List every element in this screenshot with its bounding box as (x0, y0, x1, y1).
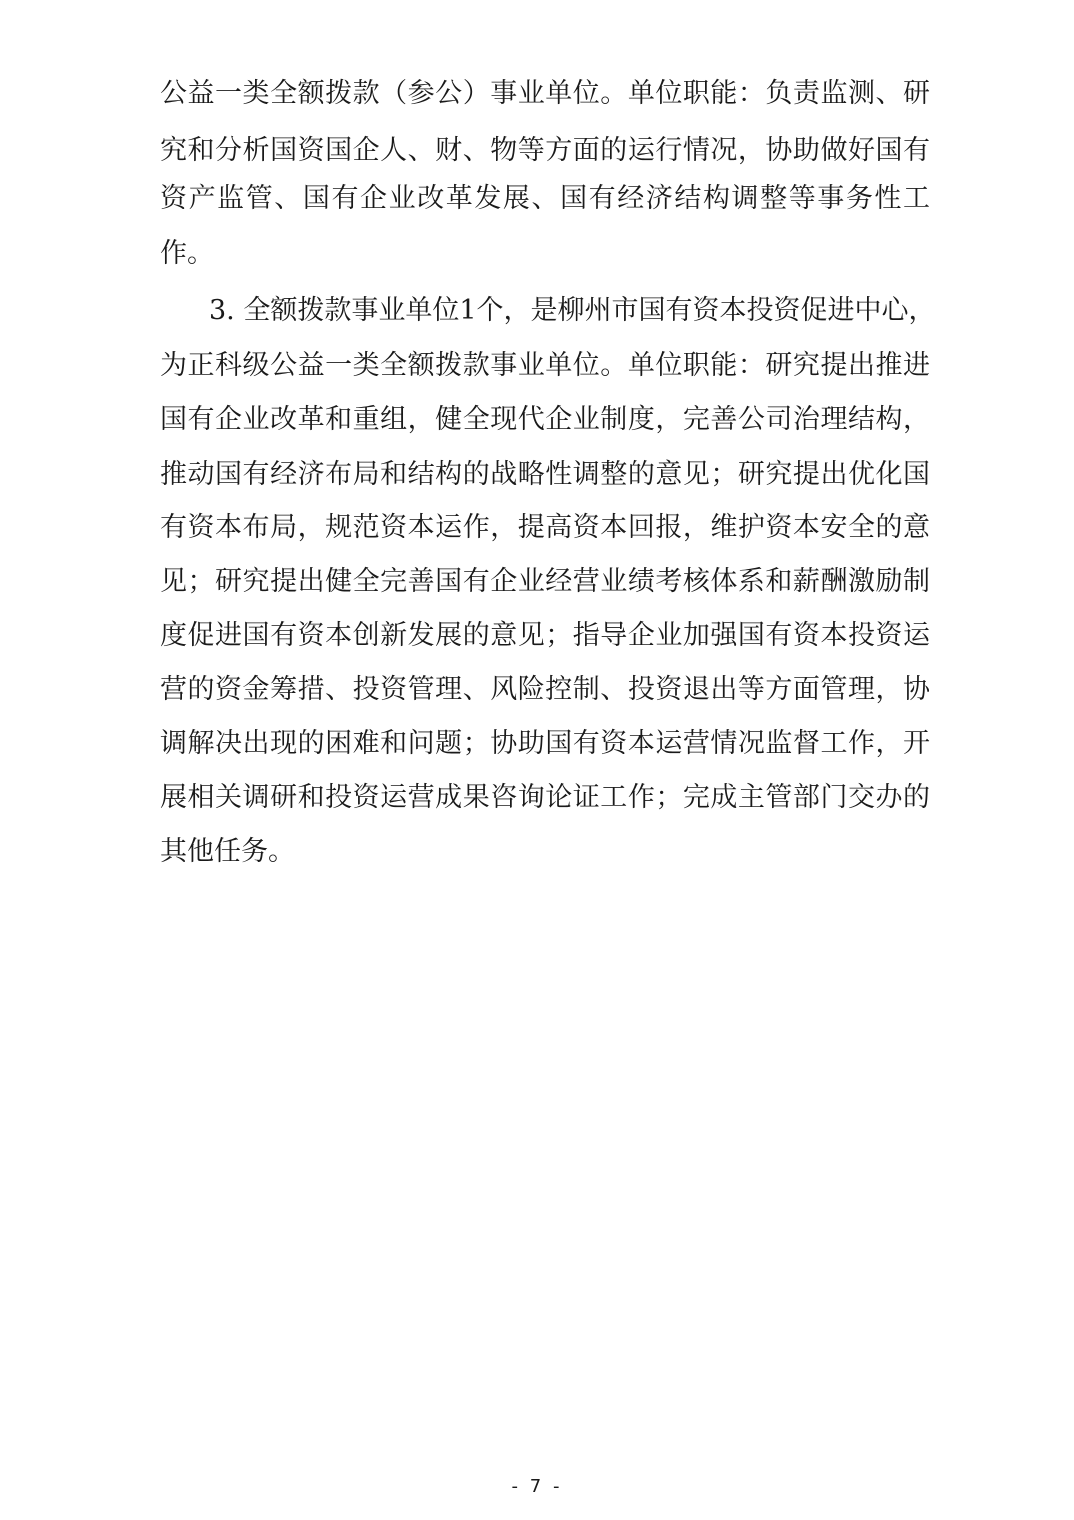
page-number: - 7 - (511, 1476, 563, 1497)
paragraph-line: 营的资金筹措、投资管理、风险控制、投资退出等方面管理，协 (160, 674, 930, 705)
paragraph-line: 国有企业改革和重组，健全现代企业制度，完善公司治理结构， (160, 404, 930, 435)
paragraph-line: 3. 全额拨款事业单位1个，是柳州市国有资本投资促进中心， (209, 295, 936, 326)
paragraph-line: 究和分析国资国企人、财、物等方面的运行情况，协助做好国有 (160, 135, 930, 166)
paragraph-line: 为正科级公益一类全额拨款事业单位。单位职能：研究提出推进 (160, 350, 930, 381)
paragraph-line: 度促进国有资本创新发展的意见；指导企业加强国有资本投资运 (160, 620, 930, 651)
paragraph-line: 调解决出现的困难和问题；协助国有资本运营情况监督工作，开 (160, 728, 930, 759)
paragraph-line: 有资本布局，规范资本运作，提高资本回报，维护资本安全的意 (160, 512, 930, 543)
paragraph-line: 作。 (160, 238, 214, 269)
paragraph-line: 见；研究提出健全完善国有企业经营业绩考核体系和薪酬激励制 (160, 566, 930, 597)
paragraph-line: 资产监管、国有企业改革发展、国有经济结构调整等事务性工 (160, 183, 930, 214)
paragraph-line: 推动国有经济布局和结构的战略性调整的意见；研究提出优化国 (160, 459, 930, 490)
paragraph-line: 展相关调研和投资运营成果咨询论证工作；完成主管部门交办的 (160, 782, 930, 813)
paragraph-line: 其他任务。 (160, 836, 295, 867)
paragraph-line: 公益一类全额拨款（参公）事业单位。单位职能：负责监测、研 (160, 78, 930, 109)
